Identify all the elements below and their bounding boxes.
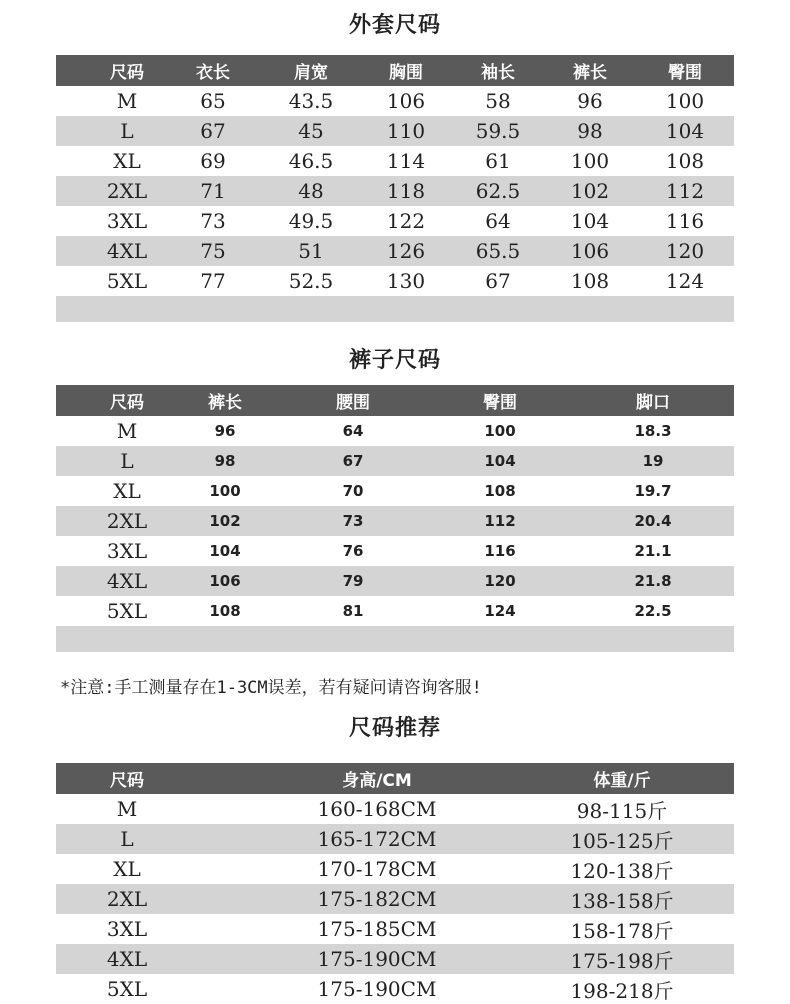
- column-header: 脚口: [636, 393, 670, 413]
- table-cell: 116: [484, 542, 516, 560]
- table-cell: 108: [570, 269, 610, 293]
- table-cell: 102: [570, 179, 610, 203]
- size-recommend-table: [56, 763, 734, 1004]
- table-row: [56, 116, 734, 146]
- table-row: [56, 266, 734, 296]
- table-cell: 175-185CM: [317, 917, 437, 941]
- table-row: [56, 824, 734, 854]
- table-filler-row: [56, 296, 734, 322]
- table-row: [56, 416, 734, 446]
- size-cell: 4XL: [106, 947, 148, 971]
- size-cell: 5XL: [106, 977, 148, 1001]
- table-cell: 62.5: [475, 179, 521, 203]
- table-cell: 76: [342, 542, 364, 560]
- size-cell: M: [116, 419, 138, 443]
- table-cell: 79: [342, 572, 364, 590]
- table-cell: 102: [209, 512, 241, 530]
- column-header: 臀围: [483, 393, 517, 413]
- table-cell: 19.7: [634, 482, 672, 500]
- table-cell: 96: [214, 422, 236, 440]
- table-cell: 98: [214, 452, 236, 470]
- table-cell: 120: [484, 572, 516, 590]
- table-cell: 58: [485, 89, 511, 113]
- table-cell: 158-178斤: [570, 918, 674, 943]
- table-cell: 160-168CM: [317, 797, 437, 821]
- table-cell: 165-172CM: [317, 827, 437, 851]
- table-cell: 67: [200, 119, 226, 143]
- column-header: 肩宽: [294, 63, 328, 83]
- table-row: [56, 446, 734, 476]
- table-cell: 198-218斤: [570, 978, 674, 1003]
- table-header-row: [56, 385, 734, 416]
- table-cell: 45: [298, 119, 324, 143]
- size-cell: 2XL: [106, 509, 148, 533]
- size-cell: L: [120, 449, 134, 473]
- size-cell: 2XL: [106, 887, 148, 911]
- table-cell: 122: [386, 209, 426, 233]
- table-row: [56, 944, 734, 974]
- table-cell: 105-125斤: [570, 828, 674, 853]
- table-cell: 114: [386, 149, 426, 173]
- table-row: [56, 596, 734, 626]
- table-cell: 112: [484, 512, 516, 530]
- measurement-note: *注意:手工测量存在1-3CM误差，若有疑问请咨询客服!: [60, 678, 482, 698]
- table-cell: 106: [570, 239, 610, 263]
- table-cell: 70: [342, 482, 364, 500]
- table-cell: 124: [484, 602, 516, 620]
- table-row: [56, 86, 734, 116]
- jacket-size-title: 外套尺码: [348, 13, 441, 38]
- size-cell: 5XL: [106, 269, 148, 293]
- table-cell: 75: [200, 239, 226, 263]
- table-row: [56, 236, 734, 266]
- table-row: [56, 914, 734, 944]
- table-cell: 77: [200, 269, 226, 293]
- table-cell: 100: [570, 149, 610, 173]
- table-cell: 65.5: [475, 239, 521, 263]
- table-cell: 112: [665, 179, 705, 203]
- size-cell: L: [120, 119, 134, 143]
- table-row: [56, 476, 734, 506]
- size-cell: 4XL: [106, 239, 148, 263]
- table-row: [56, 206, 734, 236]
- table-cell: 64: [342, 422, 364, 440]
- column-header: 体重/斤: [593, 771, 651, 791]
- size-cell: XL: [113, 149, 141, 173]
- table-row: [56, 854, 734, 884]
- table-cell: 175-198斤: [570, 948, 674, 973]
- table-cell: 73: [200, 209, 226, 233]
- table-cell: 81: [342, 602, 364, 620]
- column-header: 衣长: [196, 63, 230, 83]
- column-header: 裤长: [208, 393, 242, 413]
- table-cell: 104: [570, 209, 610, 233]
- table-cell: 175-190CM: [317, 977, 437, 1001]
- table-row: [56, 566, 734, 596]
- table-row: [56, 176, 734, 206]
- table-cell: 108: [484, 482, 516, 500]
- table-cell: 126: [386, 239, 426, 263]
- table-cell: 65: [200, 89, 226, 113]
- table-cell: 100: [665, 89, 705, 113]
- size-cell: 3XL: [106, 917, 148, 941]
- table-cell: 73: [342, 512, 364, 530]
- size-cell: M: [116, 797, 138, 821]
- table-cell: 106: [386, 89, 426, 113]
- table-cell: 120: [665, 239, 705, 263]
- table-cell: 96: [577, 89, 603, 113]
- table-cell: 19: [642, 452, 664, 470]
- table-cell: 106: [209, 572, 241, 590]
- table-cell: 69: [200, 149, 226, 173]
- column-header: 臀围: [668, 63, 702, 83]
- table-row: [56, 506, 734, 536]
- table-cell: 104: [209, 542, 241, 560]
- table-cell: 98: [577, 119, 603, 143]
- table-cell: 21.1: [634, 542, 672, 560]
- pants-size-table: [56, 385, 734, 652]
- size-cell: 2XL: [106, 179, 148, 203]
- table-cell: 118: [386, 179, 426, 203]
- table-cell: 21.8: [634, 572, 672, 590]
- column-header: 腰围: [336, 393, 370, 413]
- table-row: [56, 974, 734, 1004]
- table-cell: 46.5: [288, 149, 334, 173]
- table-filler-row: [56, 626, 734, 652]
- size-cell: 4XL: [106, 569, 148, 593]
- table-cell: 104: [665, 119, 705, 143]
- table-cell: 51: [298, 239, 324, 263]
- column-header: 胸围: [389, 63, 423, 83]
- table-header-row: [56, 55, 734, 86]
- table-cell: 67: [342, 452, 364, 470]
- table-cell: 100: [209, 482, 241, 500]
- table-cell: 170-178CM: [317, 857, 437, 881]
- column-header: 袖长: [481, 63, 515, 83]
- table-row: [56, 884, 734, 914]
- table-cell: 59.5: [475, 119, 521, 143]
- size-cell: XL: [113, 857, 141, 881]
- column-header: 尺码: [110, 63, 144, 83]
- table-cell: 49.5: [288, 209, 334, 233]
- column-header: 尺码: [110, 771, 144, 791]
- table-row: [56, 536, 734, 566]
- size-cell: 3XL: [106, 539, 148, 563]
- size-cell: 3XL: [106, 209, 148, 233]
- table-cell: 130: [386, 269, 426, 293]
- table-cell: 71: [200, 179, 226, 203]
- table-cell: 116: [665, 209, 705, 233]
- table-cell: 98-115斤: [576, 798, 668, 823]
- table-cell: 110: [386, 119, 426, 143]
- table-cell: 61: [485, 149, 511, 173]
- table-cell: 104: [484, 452, 516, 470]
- size-cell: M: [116, 89, 138, 113]
- table-header-row: [56, 763, 734, 794]
- table-cell: 20.4: [634, 512, 672, 530]
- table-cell: 18.3: [634, 422, 672, 440]
- table-cell: 138-158斤: [570, 888, 674, 913]
- table-cell: 175-190CM: [317, 947, 437, 971]
- table-cell: 43.5: [288, 89, 334, 113]
- size-recommend-title: 尺码推荐: [348, 716, 441, 741]
- jacket-size-table: [56, 55, 734, 322]
- table-cell: 67: [485, 269, 511, 293]
- size-cell: XL: [113, 479, 141, 503]
- size-cell: 5XL: [106, 599, 148, 623]
- table-cell: 108: [209, 602, 241, 620]
- table-row: [56, 794, 734, 824]
- table-cell: 100: [484, 422, 516, 440]
- table-row: [56, 146, 734, 176]
- column-header: 尺码: [110, 393, 144, 413]
- table-cell: 120-138斤: [570, 858, 674, 883]
- table-cell: 175-182CM: [317, 887, 437, 911]
- table-cell: 52.5: [288, 269, 334, 293]
- pants-size-title: 裤子尺码: [348, 348, 441, 373]
- column-header: 身高/CM: [342, 771, 412, 791]
- table-cell: 64: [485, 209, 511, 233]
- column-header: 裤长: [573, 63, 607, 83]
- size-cell: L: [120, 827, 134, 851]
- table-cell: 124: [665, 269, 705, 293]
- table-cell: 108: [665, 149, 705, 173]
- table-cell: 48: [298, 179, 324, 203]
- table-cell: 22.5: [634, 602, 672, 620]
